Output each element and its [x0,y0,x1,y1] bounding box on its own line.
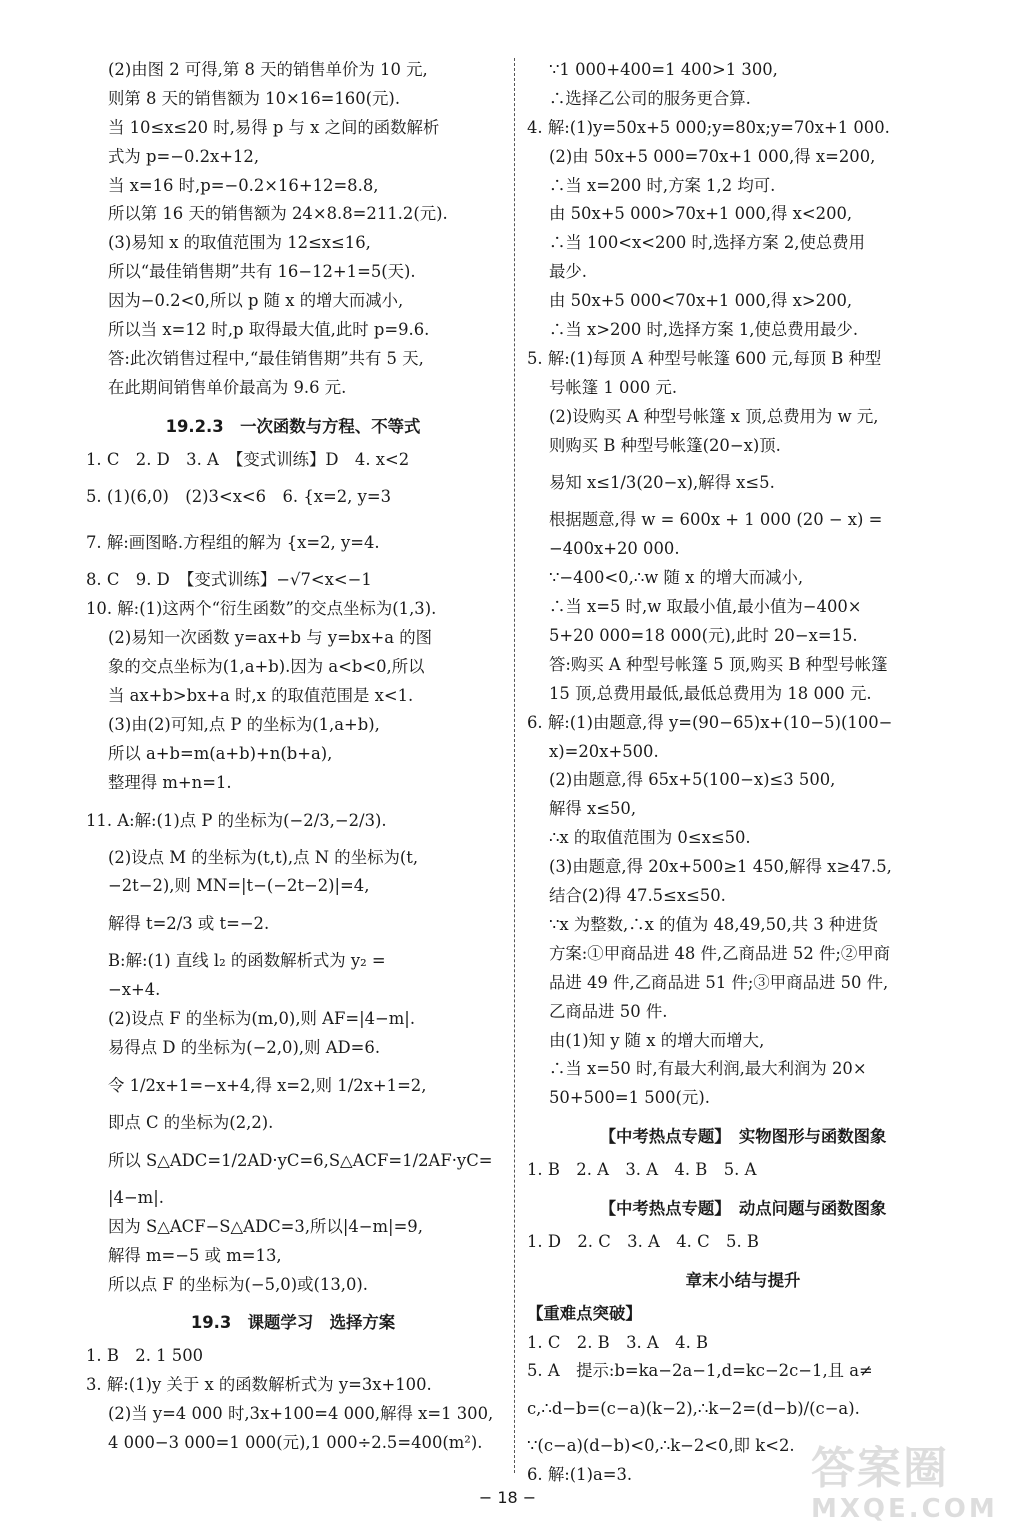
watermark-url: MXQE.COM [811,1494,998,1524]
text-line: c,∴d−b=(c−a)(k−2),∴k−2=(d−b)/(c−a). [527,1399,860,1419]
text-line: 易得点 D 的坐标为(−2,0),则 AD=6. [108,1038,381,1058]
text-line: 3. 解:(1)y 关于 x 的函数解析式为 y=3x+100. [86,1375,432,1395]
watermark-text: 答案圈 [811,1443,949,1494]
text-line: 根据题意,得 w = 600x + 1 000 (20 − x) = [549,510,883,530]
text-line: 号帐篷 1 000 元. [549,377,678,397]
answer-line: 1. B 2. A 3. A 4. B 5. A [527,1160,757,1180]
text-line: 解得 x≤50, [549,799,637,819]
text-line: 当 ax+b>bx+a 时,x 的取值范围是 x<1. [108,686,414,706]
text-line: 象的交点坐标为(1,a+b).因为 a<b<0,所以 [108,657,425,677]
text-line: (3)由(2)可知,点 P 的坐标为(1,a+b), [108,714,380,734]
text-line: 15 顶,总费用最低,最低总费用为 18 000 元. [549,683,872,703]
text-line: 10. 解:(1)这两个“衍生函数”的交点坐标为(1,3). [86,599,437,619]
section-heading: 19.2.3 一次函数与方程、不等式 [165,416,421,436]
text-line: 则购买 B 种型号帐篷(20−x)顶. [549,435,781,455]
text-line: 50+500=1 500(元). [549,1088,710,1108]
left-block-3 [86,1342,500,1458]
text-line: 5+20 000=18 000(元),此时 20−x=15. [549,626,858,646]
section-heading: 章末小结与提升 [685,1270,801,1290]
text-line: 由(1)知 y 随 x 的增大而增大, [549,1030,765,1050]
text-line: 因为−0.2<0,所以 p 随 x 的增大而减小, [108,291,404,311]
text-line: ∴当 x=5 时,w 取最小值,最小值为−400× [549,597,862,617]
text-line: 1. B 2. 1 500 [86,1346,204,1366]
text-line: ∴当 100<x<200 时,选择方案 2,使总费用 [549,233,866,253]
text-line: ∴选择乙公司的服务更合算. [549,88,751,108]
left-block-2 [86,446,500,1300]
text-line: 5. 解:(1)每顶 A 种型号帐篷 600 元,每顶 B 种型 [527,348,882,368]
text-line: 所以点 F 的坐标为(−5,0)或(13,0). [108,1274,369,1294]
text-line: 解得 t=2/3 或 t=−2. [108,914,270,934]
text-line: 6. 解:(1)a=3. [527,1465,633,1485]
text-line: 令 1/2x+1=−x+4,得 x=2,则 1/2x+1=2, [108,1075,427,1095]
text-line: 由 50x+5 000<70x+1 000,得 x>200, [549,291,853,311]
text-line: (3)由题意,得 20x+500≥1 450,解得 x≥47.5, [549,857,892,877]
text-line: 当 x=16 时,p=−0.2×16+12=8.8, [108,175,379,195]
text-line: 在此期间销售单价最高为 9.6 元. [108,377,347,397]
text-line: 所以“最佳销售期”共有 16−12+1=5(天). [108,262,416,282]
subheading: 【重难点突破】 [527,1303,642,1323]
page-number: − 18 − [478,1488,537,1507]
text-line: 6. 解:(1)由题意,得 y=(90−65)x+(10−5)(100− [527,712,893,732]
section-heading: 【中考热点专题】 实物图形与函数图象 [599,1127,887,1147]
text-line: (2)设购买 A 种型号帐篷 x 顶,总费用为 w 元, [549,406,879,426]
text-line: −400x+20 000. [549,539,680,559]
text-line: 当 10≤x≤20 时,易得 p 与 x 之间的函数解析 [108,117,440,137]
answer-line: 1. D 2. C 3. A 4. C 5. B [527,1231,759,1251]
text-line: 8. C 9. D 【变式训练】−√7<x<−1 [86,570,372,590]
left-block-1 [86,56,500,403]
text-line: 所以 a+b=m(a+b)+n(b+a), [108,743,333,763]
text-line: 结合(2)得 47.5≤x≤50. [549,886,726,906]
text-line: ∵(c−a)(d−b)<0,∴k−2<0,即 k<2. [527,1436,795,1456]
text-line: 解得 m=−5 或 m=13, [108,1245,282,1265]
text-line: ∴当 x>200 时,选择方案 1,使总费用最少. [549,320,859,340]
text-line: ∴x 的取值范围为 0≤x≤50. [549,828,751,848]
text-line: 5. A 提示:b=ka−2a−1,d=kc−2c−1,且 a≠ [527,1361,873,1381]
text-line: 4 000−3 000=1 000(元),1 000÷2.5=400(m²). [108,1432,483,1452]
text-line: 所以当 x=12 时,p 取得最大值,此时 p=9.6. [108,320,430,340]
text-line: 整理得 m+n=1. [108,772,232,792]
text-line: (2)由图 2 可得,第 8 天的销售单价为 10 元, [108,60,428,79]
text-line: (2)易知一次函数 y=ax+b 与 y=bx+a 的图 [108,628,433,648]
text-line: 5. (1)(6,0) (2)3<x<6 6. {x=2, y=3 [86,487,392,507]
section-heading: 【中考热点专题】 动点问题与函数图象 [599,1198,887,1218]
text-line: ∵x 为整数,∴x 的值为 48,49,50,共 3 种进货 [549,914,879,934]
text-line: x)=20x+500. [549,741,659,761]
text-line: (2)设点 M 的坐标为(t,t),点 N 的坐标为(t, [108,847,419,867]
text-line: 则第 8 天的销售额为 10×16=160(元). [108,88,401,108]
text-line: (3)易知 x 的取值范围为 12≤x≤16, [108,233,371,253]
text-line: ∵−400<0,∴w 随 x 的增大而减小, [549,568,804,588]
text-line: (2)当 y=4 000 时,3x+100=4 000,解得 x=1 300, [108,1404,494,1424]
text-line: 答:此次销售过程中,“最佳销售期”共有 5 天, [108,348,424,368]
text-line: B:解:(1) 直线 l₂ 的函数解析式为 y₂ = [108,951,386,971]
text-line: (2)由题意,得 65x+5(100−x)≤3 500, [549,770,836,790]
text-line: 最少. [549,262,587,282]
text-line: 即点 C 的坐标为(2,2). [108,1112,274,1132]
text-line: 答:购买 A 种型号帐篷 5 顶,购买 B 种型号帐篷 [549,654,888,674]
section-heading: 19.3 课题学习 选择方案 [190,1313,396,1333]
text-line: ∴当 x=200 时,方案 1,2 均可. [549,175,776,195]
text-line: 所以 S△ADC=1/2AD·yC=6,S△ACF=1/2AF·yC= [108,1150,493,1170]
text-line: |4−m|. [108,1187,164,1207]
text-line: 1. C 2. B 3. A 4. B [527,1332,709,1352]
text-line: 1. C 2. D 3. A 【变式训练】D 4. x<2 [86,449,410,469]
text-line: (2)由 50x+5 000=70x+1 000,得 x=200, [549,146,876,166]
left-column [86,56,500,1458]
text-line: 4. 解:(1)y=50x+5 000;y=80x;y=70x+1 000. [527,117,890,137]
text-line: ∵1 000+400=1 400>1 300, [549,60,778,79]
text-line: 易知 x≤1/3(20−x),解得 x≤5. [549,473,775,493]
text-line: 11. A:解:(1)点 P 的坐标为(−2/3,−2/3). [86,810,387,830]
text-line: 由 50x+5 000>70x+1 000,得 x<200, [549,204,853,224]
text-line: 乙商品进 50 件. [549,1001,668,1021]
text-line: 方案:①甲商品进 48 件,乙商品进 52 件;②甲商 [549,943,891,963]
text-line: 所以第 16 天的销售额为 24×8.8=211.2(元). [108,204,448,224]
right-column [527,56,959,1490]
text-line: 品进 49 件,乙商品进 51 件;③甲商品进 50 件, [549,972,889,992]
text-line: 式为 p=−0.2x+12, [108,146,260,166]
text-line: ∴当 x=50 时,有最大利润,最大利润为 20× [549,1059,867,1079]
column-divider [514,58,515,1473]
watermark-logo [811,1444,1001,1530]
text-line: −2t−2),则 MN=|t−(−2t−2)|=4, [108,876,370,896]
text-line: (2)设点 F 的坐标为(m,0),则 AF=|4−m|. [108,1009,416,1029]
right-block-1 [527,56,959,1113]
text-line: 因为 S△ACF−S△ADC=3,所以|4−m|=9, [108,1216,423,1236]
text-line: 7. 解:画图略.方程组的解为 {x=2, y=4. [86,533,380,553]
text-line: −x+4. [108,980,161,1000]
